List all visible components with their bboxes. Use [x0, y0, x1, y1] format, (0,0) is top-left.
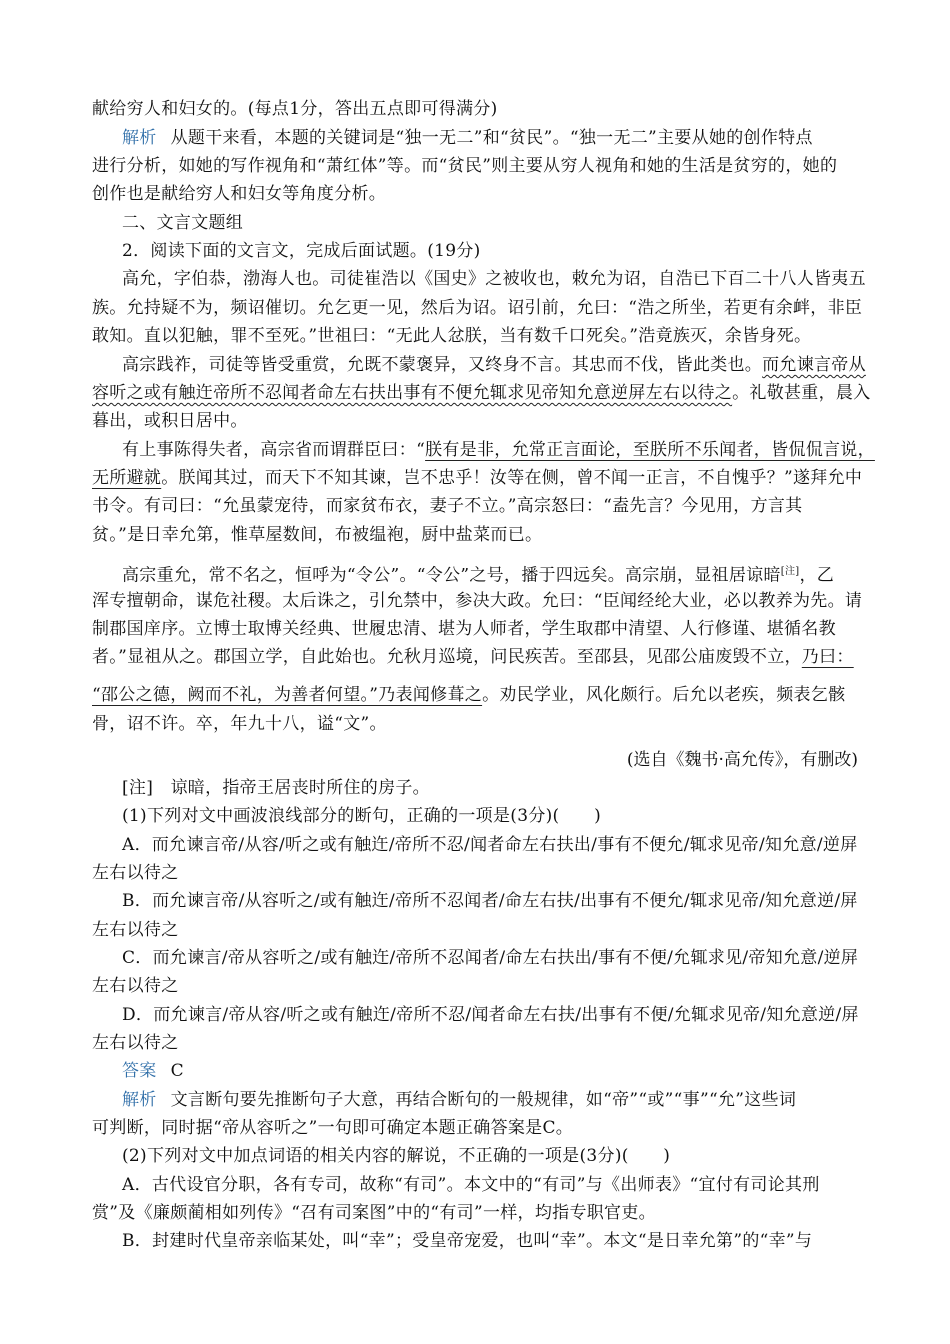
source-citation: (选自《魏书·高允传》，有删改) — [626, 750, 858, 770]
question-2: (2)下列对文中加点词语的相关内容的解说，不正确的一项是(3分)( ) — [122, 1146, 671, 1166]
underlined-text: 乃曰： — [801, 647, 854, 667]
passage-line — [122, 439, 875, 461]
option-b: B．而允谏言帝/从容听之/或有触迕/帝所不忍闻者/命左右扶/出事有不便允/辄求见帝/知允意逆/屏 — [122, 891, 858, 911]
wavy-underlined-text: 而允谏言帝从 — [762, 355, 866, 375]
passage-line: 敢知。直以犯触，罪不至死。”世祖曰：“无此人忿朕，当有数千口死矣。”浩竟族灭，余皆身死。 — [92, 326, 812, 346]
text-line: 献给穷人和妇女的。(每点1分，答出五点即可得满分) — [92, 99, 498, 119]
answer-label: 答案 — [122, 1061, 157, 1081]
option-a: A．古代设官分职，各有专司，故称“有司”。本文中的“有司”与《出师表》“宜付有司论其刑 — [122, 1175, 820, 1195]
option-b: B．封建时代皇帝亲临某处，叫“幸”；受皇帝宠爱，也叫“幸”。本文“是日幸允第”的“幸”与 — [122, 1231, 813, 1251]
wavy-underlined-text: 容听之或有触迕帝所不忍闻者命左右扶出事有不便允辄求见帝知允意逆屏左右以待之 — [92, 383, 733, 403]
passage-text: 高宗重允，常不名之，恒呼为“令公”。“令公”之号，播于四远矣。高宗崩，显祖居谅暗 — [122, 565, 781, 586]
passage-line: 高允，字伯恭，渤海人也。司徒崔浩以《国史》之被收也，敕允为诏，自浩已下百二十八人皆夷五 — [122, 269, 866, 289]
passage-line — [92, 646, 854, 668]
underlined-text: 无所避就 — [92, 468, 162, 488]
passage-line: 贫。”是日幸允第，惟草屋数间，布被缊袍，厨中盐菜而已。 — [92, 525, 543, 545]
section-heading: 二、文言文题组 — [122, 213, 244, 233]
option-d: D．而允谏言/帝从容/听之或有触迕/帝所不忍/闻者命左右扶/出事有不便/允辄求见帝/知允意逆/屏 — [122, 1005, 859, 1025]
option-c: C．而允谏言/帝从容听之/或有触迕/帝所不忍闻者/命左右扶出/事有不便/允辄求见/帝知允意/逆屏 — [122, 948, 859, 968]
passage-line: 族。允持疑不为，频诏催切。允乞更一见，然后为诏。诏引前，允曰：“浩之所坐，若更有余衅，非臣 — [92, 298, 863, 318]
text-line: 创作也是献给穷人和妇女等角度分析。 — [92, 184, 387, 204]
option-a-cont: 左右以待之 — [92, 863, 179, 883]
passage-line — [92, 382, 871, 404]
footnote: [注] 谅暗，指帝王居丧时所住的房子。 — [122, 778, 430, 798]
underlined-text: “邵公之德，阙而不礼，为善者何望。”乃表闻修葺之 — [92, 685, 483, 705]
analysis-line — [122, 1089, 796, 1111]
underlined-text: 朕有是非，允常正言面论，至朕所不乐闻者，皆侃侃言说， — [425, 440, 875, 460]
passage-text: 。礼敬甚重，晨入 — [732, 383, 871, 403]
passage-text: 。朕闻其过，而天下不知其谏，岂不忠乎！汝等在侧，曾不闻一正言，不自愧乎？”遂拜允中 — [161, 468, 863, 488]
passage-line — [122, 354, 866, 376]
passage-line: 制郡国庠序。立博士取博关经典、世履忠清、堪为人师者，学生取郡中清望、人行修谨、堪循名教 — [92, 619, 836, 639]
passage-text: 有上事陈得失者，高宗省而谓群臣曰：“ — [122, 440, 426, 460]
passage-text: 。劝民学业，风化颇行。后允以老疾，频表乞骸 — [482, 685, 846, 705]
passage-line — [92, 467, 862, 489]
question-heading: 2．阅读下面的文言文，完成后面试题。(19分) — [122, 241, 481, 261]
note-marker: [注] — [780, 566, 800, 577]
answer-line — [122, 1060, 184, 1082]
analysis-label: 解析 — [122, 128, 157, 148]
text-line: 文言断句要先推断句子大意，再结合断句的一般规律，如“帝”“或”“事”“允”这些词 — [170, 1090, 797, 1110]
option-c-cont: 左右以待之 — [92, 976, 179, 996]
passage-text: 高宗践祚，司徒等皆受重赏，允既不蒙褒异，又终身不言。其忠而不伐，皆此类也。 — [122, 355, 763, 375]
analysis-label: 解析 — [122, 1090, 157, 1110]
option-a: A．而允谏言帝/从容/听之或有触迕/帝所不忍/闻者命左右扶出/事有不便允/辄求见帝/知允意/逆屏 — [122, 835, 858, 855]
passage-line — [92, 684, 845, 706]
text-line: 进行分析，如她的写作视角和“萧红体”等。而“贫民”则主要从穷人视角和她的生活是贫穷的，她的 — [92, 156, 838, 176]
option-d-cont: 左右以待之 — [92, 1033, 179, 1053]
option-b-cont: 左右以待之 — [92, 920, 179, 940]
passage-text: 者。”显祖从之。郡国立学，自此始也。允秋月巡境，问民疾苦。至邵县，见邵公庙废毁不立， — [92, 647, 802, 667]
passage-text: ，乙 — [799, 565, 835, 586]
passage-line: 骨，诏不许。卒，年九十八，谥“文”。 — [92, 714, 387, 734]
passage-line: 浑专擅朝命，谋危社稷。太后诛之，引允禁中，参决大政。允曰：“臣闻经纶大业，必以教养为先。请 — [92, 591, 863, 611]
option-a-cont: 赏”及《廉颇蔺相如列传》“召有司案图”中的“有司”一样，均指专职官吏。 — [92, 1203, 656, 1223]
answer-value: C — [170, 1061, 184, 1081]
text-line: 从题干来看，本题的关键词是“独一无二”和“贫民”。“独一无二”主要从她的创作特点 — [170, 128, 813, 148]
analysis-line — [122, 127, 813, 149]
passage-line: 暮出，或积日居中。 — [92, 411, 248, 431]
text-line: 可判断，同时据“帝从容听之”一句即可确定本题正确答案是C。 — [92, 1118, 574, 1138]
passage-line — [122, 561, 834, 587]
question-1: (1)下列对文中画波浪线部分的断句，正确的一项是(3分)( ) — [122, 806, 602, 826]
passage-line: 书令。有司曰：“允虽蒙宠待，而家贫布衣，妻子不立。”高宗怒曰：“盍先言？今见用，方言其 — [92, 496, 803, 516]
